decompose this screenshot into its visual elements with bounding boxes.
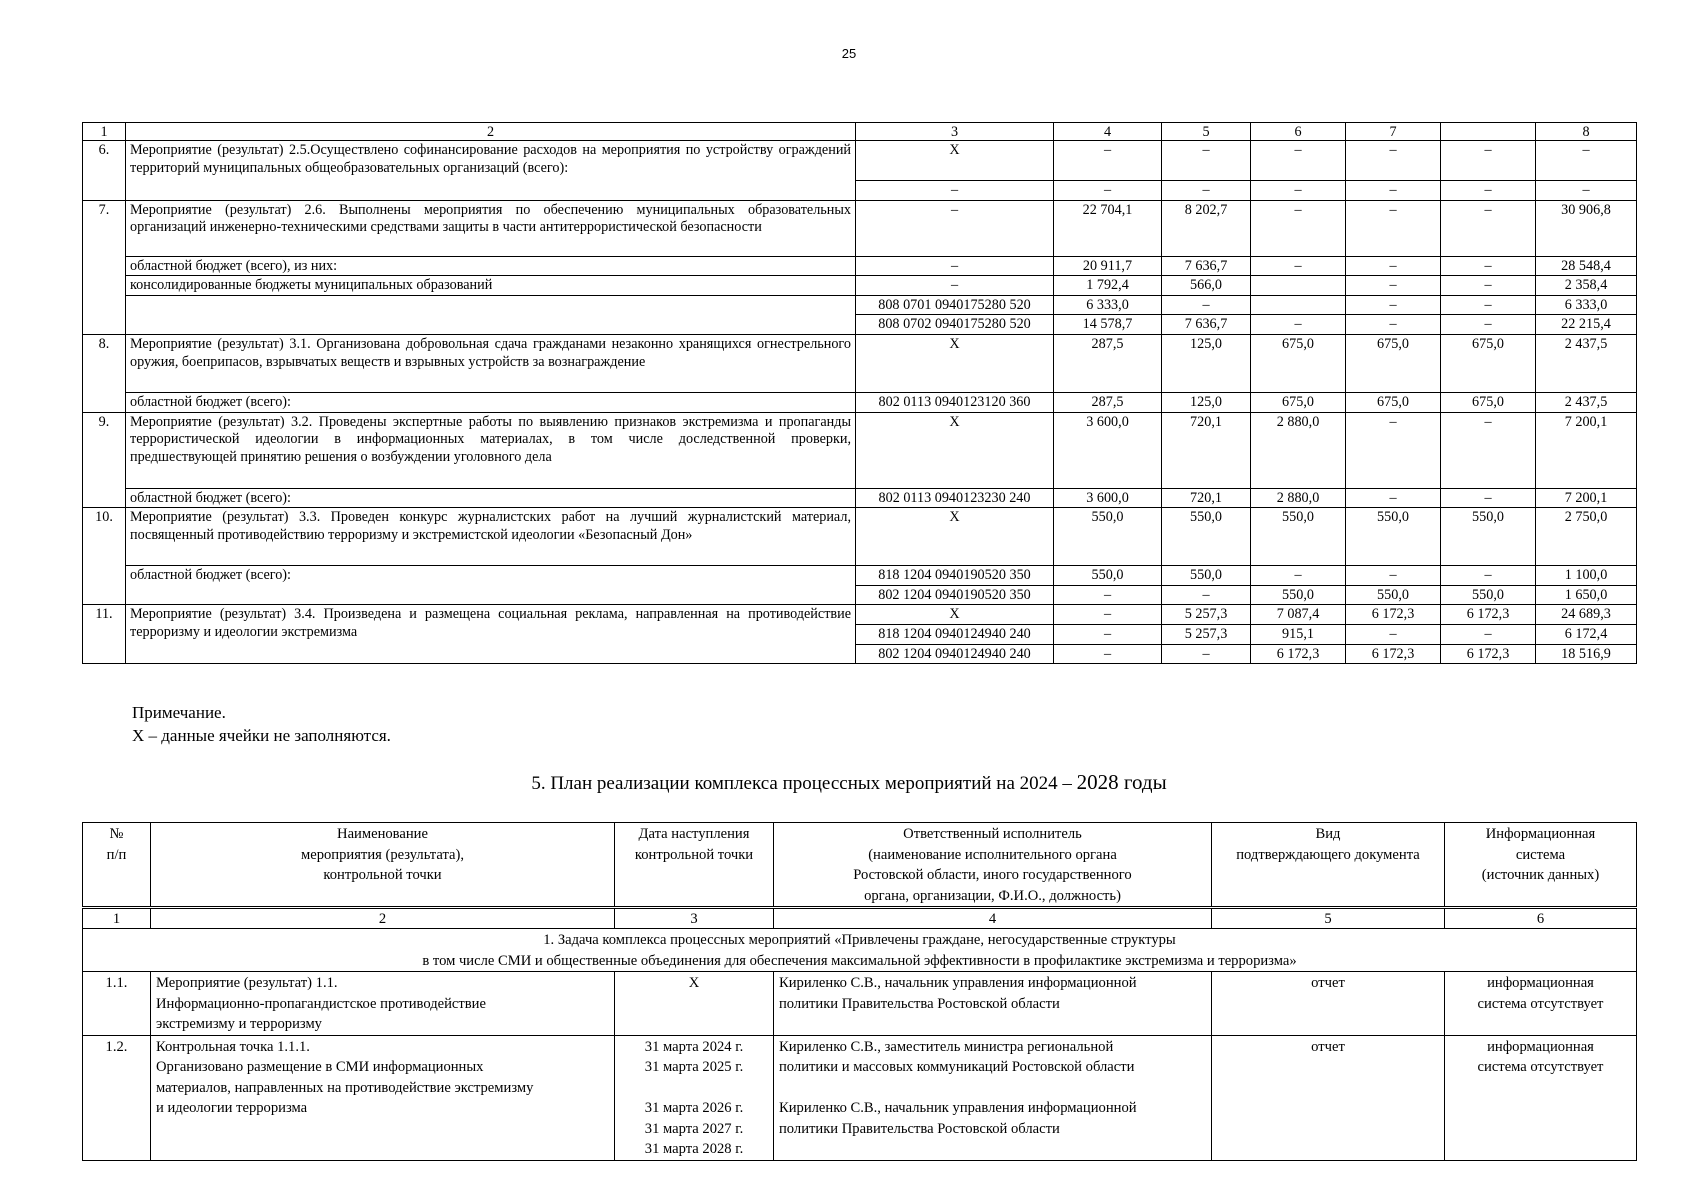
header-cell: Вид подтверждающего документа <box>1212 823 1445 908</box>
budget-code: – <box>856 256 1054 276</box>
budget-source: консолидированные бюджеты муниципальных образований <box>126 276 856 296</box>
value-cell: 6 172,4 <box>1536 624 1637 644</box>
table-row <box>83 508 1637 566</box>
value-cell: 720,1 <box>1162 412 1251 488</box>
table-row <box>83 972 1637 1036</box>
value-cell: 6 172,3 <box>1441 605 1536 625</box>
value-cell: 550,0 <box>1054 566 1162 586</box>
value-cell: 24 689,3 <box>1536 605 1637 625</box>
value-cell: 2 750,0 <box>1536 508 1637 566</box>
row-number: 1.1. <box>83 972 151 1036</box>
budget-code: 802 0113 0940123230 240 <box>856 488 1054 508</box>
budget-code: – <box>856 200 1054 256</box>
budget-source: областной бюджет (всего): <box>126 566 856 605</box>
value-cell: 7 200,1 <box>1536 488 1637 508</box>
financing-table <box>82 122 1637 664</box>
value-cell: 1 100,0 <box>1536 566 1637 586</box>
value-cell: – <box>1536 181 1637 201</box>
responsible-executor: Кириленко С.В., начальник управления информационной политики Правительства Ростовской области <box>774 972 1212 1036</box>
value-cell: 28 548,4 <box>1536 256 1637 276</box>
header-cell: 1 <box>83 123 126 141</box>
value-cell: – <box>1162 181 1251 201</box>
table-header-row <box>83 123 1637 141</box>
budget-code: Х <box>856 605 1054 625</box>
budget-code: Х <box>856 141 1054 181</box>
document-type: отчет <box>1212 1035 1445 1160</box>
table-row <box>83 392 1637 412</box>
header-cell: 6 <box>1251 123 1346 141</box>
note-text: Х – данные ячейки не заполняются. <box>132 726 391 745</box>
budget-source: областной бюджет (всего), из них: <box>126 256 856 276</box>
value-cell: – <box>1441 256 1536 276</box>
value-cell: 675,0 <box>1441 392 1536 412</box>
value-cell: – <box>1441 181 1536 201</box>
value-cell: 22 704,1 <box>1054 200 1162 256</box>
measure-name: Мероприятие (результат) 2.6. Выполнены мероприятия по обеспечению муниципальных образовательных организаций инженерно-техническими средствами защиты в части антитеррористической безопасности <box>126 200 856 256</box>
table-row <box>83 276 1637 296</box>
value-cell: 550,0 <box>1346 585 1441 605</box>
measure-name: Мероприятие (результат) 3.2. Проведены экспертные работы по выявлению признаков экстремизма и пропаганды террористической идеологии в информационных материалах, в том числе доследственной проверки, предшествующей принятию решения о возбуждении уголовного дела <box>126 412 856 488</box>
value-cell: 675,0 <box>1346 392 1441 412</box>
value-cell: 8 202,7 <box>1162 200 1251 256</box>
empty-cell <box>126 295 856 334</box>
value-cell: – <box>1441 141 1536 181</box>
budget-source: областной бюджет (всего): <box>126 392 856 412</box>
value-cell: 915,1 <box>1251 624 1346 644</box>
value-cell: – <box>1346 256 1441 276</box>
value-cell: 125,0 <box>1162 334 1251 392</box>
budget-code: Х <box>856 412 1054 488</box>
value-cell: 7 087,4 <box>1251 605 1346 625</box>
value-cell: – <box>1441 566 1536 586</box>
task-title: 1. Задача комплекса процессных мероприятий «Привлечены граждане, негосударственные структуры в том числе СМИ и общественные объединения для обеспечения максимальной эффективности в профилактике экстремизма и терроризма» <box>83 929 1637 972</box>
header-cell: Информационная система (источник данных) <box>1445 823 1637 908</box>
value-cell: 550,0 <box>1346 508 1441 566</box>
row-number: 9. <box>83 412 126 508</box>
measure-name: Мероприятие (результат) 3.4. Произведена и размещена социальная реклама, направленная на противодействие терроризму и идеологии экстремизма <box>126 605 856 664</box>
header-num-cell: 1 <box>83 908 151 929</box>
value-cell: – <box>1251 566 1346 586</box>
value-cell: – <box>1346 200 1441 256</box>
section-title-year: 2028 годы <box>1076 770 1167 794</box>
value-cell: 566,0 <box>1162 276 1251 296</box>
value-cell: – <box>1346 412 1441 488</box>
section-title <box>0 770 1698 795</box>
value-cell: – <box>1441 315 1536 335</box>
measure-name: Мероприятие (результат) 1.1. Информационно-пропагандистское противодействие экстремизму и терроризму <box>151 972 615 1036</box>
page-number: 25 <box>841 46 857 61</box>
value-cell: – <box>1346 276 1441 296</box>
value-cell: 3 600,0 <box>1054 412 1162 488</box>
value-cell: – <box>1441 295 1536 315</box>
measure-name: Контрольная точка 1.1.1. Организовано размещение в СМИ информационных материалов, направленных на противодействие экстремизму и идеологии терроризма <box>151 1035 615 1160</box>
value-cell: 6 172,3 <box>1346 644 1441 664</box>
value-cell: – <box>1162 585 1251 605</box>
value-cell: 2 880,0 <box>1251 412 1346 488</box>
table-row <box>83 605 1637 625</box>
header-num-cell: 2 <box>151 908 615 929</box>
value-cell: 720,1 <box>1162 488 1251 508</box>
budget-code: – <box>856 181 1054 201</box>
value-cell: 18 516,9 <box>1536 644 1637 664</box>
value-cell: 6 172,3 <box>1251 644 1346 664</box>
header-cell: 3 <box>856 123 1054 141</box>
value-cell: – <box>1346 566 1441 586</box>
value-cell: 30 906,8 <box>1536 200 1637 256</box>
value-cell: 6 333,0 <box>1054 295 1162 315</box>
value-cell: 20 911,7 <box>1054 256 1162 276</box>
header-num-cell: 3 <box>615 908 774 929</box>
value-cell: – <box>1251 315 1346 335</box>
value-cell: – <box>1441 412 1536 488</box>
plan-table <box>82 822 1637 1161</box>
value-cell <box>1251 295 1346 315</box>
budget-code: 802 1204 0940124940 240 <box>856 644 1054 664</box>
value-cell: 287,5 <box>1054 334 1162 392</box>
budget-code: 808 0701 0940175280 520 <box>856 295 1054 315</box>
header-cell: 2 <box>126 123 856 141</box>
note-title: Примечание. <box>132 703 226 722</box>
table-header-row <box>83 823 1637 908</box>
value-cell: – <box>1536 141 1637 181</box>
row-number: 7. <box>83 200 126 334</box>
value-cell: 675,0 <box>1251 392 1346 412</box>
table-row <box>83 412 1637 488</box>
value-cell: 1 650,0 <box>1536 585 1637 605</box>
value-cell: 6 333,0 <box>1536 295 1637 315</box>
budget-code: – <box>856 276 1054 296</box>
value-cell: 2 437,5 <box>1536 392 1637 412</box>
budget-code: 818 1204 0940124940 240 <box>856 624 1054 644</box>
header-cell <box>1441 123 1536 141</box>
header-cell: 8 <box>1536 123 1637 141</box>
value-cell: 7 200,1 <box>1536 412 1637 488</box>
row-number: 8. <box>83 334 126 412</box>
row-number: 1.2. <box>83 1035 151 1160</box>
responsible-executor: Кириленко С.В., заместитель министра региональной политики и массовых коммуникаций Ростовской области Кириленко С.В., начальник управления информационной политики Правительства Ростовской области <box>774 1035 1212 1160</box>
value-cell: 550,0 <box>1251 585 1346 605</box>
table-row <box>83 488 1637 508</box>
value-cell: 550,0 <box>1162 508 1251 566</box>
info-system: информационная система отсутствует <box>1445 972 1637 1036</box>
value-cell: – <box>1441 276 1536 296</box>
budget-code: Х <box>856 508 1054 566</box>
table-row <box>83 1035 1637 1160</box>
measure-name: Мероприятие (результат) 3.3. Проведен конкурс журналистских работ на лучший журналистский материал, посвященный противодействию терроризму и экстремистской идеологии «Безопасный Дон» <box>126 508 856 566</box>
value-cell: 5 257,3 <box>1162 624 1251 644</box>
table-row <box>83 295 1637 315</box>
value-cell: – <box>1346 315 1441 335</box>
section-title-main: 5. План реализации комплекса процессных мероприятий на 2024 – <box>531 773 1077 794</box>
budget-code: 802 0113 0940123120 360 <box>856 392 1054 412</box>
value-cell: 550,0 <box>1441 508 1536 566</box>
value-cell: 675,0 <box>1251 334 1346 392</box>
budget-code: Х <box>856 334 1054 392</box>
value-cell: – <box>1346 141 1441 181</box>
header-cell: Наименование мероприятия (результата), контрольной точки <box>151 823 615 908</box>
measure-name: Мероприятие (результат) 3.1. Организована добровольная сдача гражданами незаконно хранящихся огнестрельного оружия, боеприпасов, взрывчатых веществ и взрывных устройств за вознаграждение <box>126 334 856 392</box>
value-cell: 2 358,4 <box>1536 276 1637 296</box>
value-cell: 7 636,7 <box>1162 315 1251 335</box>
control-date: Х <box>615 972 774 1036</box>
header-cell: 7 <box>1346 123 1441 141</box>
value-cell: – <box>1251 181 1346 201</box>
value-cell: – <box>1251 141 1346 181</box>
value-cell: 2 880,0 <box>1251 488 1346 508</box>
value-cell: 2 437,5 <box>1536 334 1637 392</box>
header-num-cell: 5 <box>1212 908 1445 929</box>
value-cell: – <box>1251 200 1346 256</box>
header-cell: № п/п <box>83 823 151 908</box>
value-cell: – <box>1346 488 1441 508</box>
budget-source: областной бюджет (всего): <box>126 488 856 508</box>
table-row <box>83 141 1637 181</box>
value-cell: – <box>1346 181 1441 201</box>
task-row <box>83 929 1637 972</box>
header-cell: Ответственный исполнитель (наименование исполнительного органа Ростовской области, иного государственного органа, организации, Ф.И.О., должность) <box>774 823 1212 908</box>
measure-name: Мероприятие (результат) 2.5.Осуществлено софинансирование расходов на мероприятия по устройству ограждений территорий муниципальных общеобразовательных организаций (всего): <box>126 141 856 201</box>
budget-code: 802 1204 0940190520 350 <box>856 585 1054 605</box>
header-cell: 4 <box>1054 123 1162 141</box>
value-cell: 550,0 <box>1054 508 1162 566</box>
value-cell: – <box>1054 181 1162 201</box>
header-cell: 5 <box>1162 123 1251 141</box>
value-cell: 550,0 <box>1251 508 1346 566</box>
value-cell: – <box>1441 488 1536 508</box>
row-number: 10. <box>83 508 126 605</box>
table-row <box>83 256 1637 276</box>
value-cell: – <box>1054 141 1162 181</box>
value-cell: 1 792,4 <box>1054 276 1162 296</box>
budget-code: 808 0702 0940175280 520 <box>856 315 1054 335</box>
value-cell: 5 257,3 <box>1162 605 1251 625</box>
header-cell: Дата наступления контрольной точки <box>615 823 774 908</box>
value-cell: 22 215,4 <box>1536 315 1637 335</box>
value-cell: 14 578,7 <box>1054 315 1162 335</box>
table-row <box>83 334 1637 392</box>
value-cell: 550,0 <box>1441 585 1536 605</box>
value-cell: – <box>1054 644 1162 664</box>
value-cell: 675,0 <box>1346 334 1441 392</box>
value-cell <box>1251 276 1346 296</box>
value-cell: – <box>1162 644 1251 664</box>
value-cell: 675,0 <box>1441 334 1536 392</box>
info-system: информационная система отсутствует <box>1445 1035 1637 1160</box>
header-num-cell: 6 <box>1445 908 1637 929</box>
value-cell: 3 600,0 <box>1054 488 1162 508</box>
control-date: 31 марта 2024 г. 31 марта 2025 г. 31 марта 2026 г. 31 марта 2027 г. 31 марта 2028 г. <box>615 1035 774 1160</box>
value-cell: – <box>1346 624 1441 644</box>
value-cell: – <box>1441 624 1536 644</box>
value-cell: – <box>1054 605 1162 625</box>
value-cell: 125,0 <box>1162 392 1251 412</box>
header-num-cell: 4 <box>774 908 1212 929</box>
value-cell: – <box>1441 200 1536 256</box>
budget-code: 818 1204 0940190520 350 <box>856 566 1054 586</box>
table-row <box>83 566 1637 586</box>
value-cell: 7 636,7 <box>1162 256 1251 276</box>
value-cell: 6 172,3 <box>1441 644 1536 664</box>
table-header-num-row <box>83 908 1637 929</box>
value-cell: – <box>1054 624 1162 644</box>
value-cell: – <box>1162 141 1251 181</box>
value-cell: – <box>1162 295 1251 315</box>
table-row <box>83 200 1637 256</box>
value-cell: 550,0 <box>1162 566 1251 586</box>
value-cell: – <box>1054 585 1162 605</box>
document-type: отчет <box>1212 972 1445 1036</box>
row-number: 6. <box>83 141 126 201</box>
value-cell: – <box>1346 295 1441 315</box>
row-number: 11. <box>83 605 126 664</box>
value-cell: – <box>1251 256 1346 276</box>
value-cell: 6 172,3 <box>1346 605 1441 625</box>
value-cell: 287,5 <box>1054 392 1162 412</box>
